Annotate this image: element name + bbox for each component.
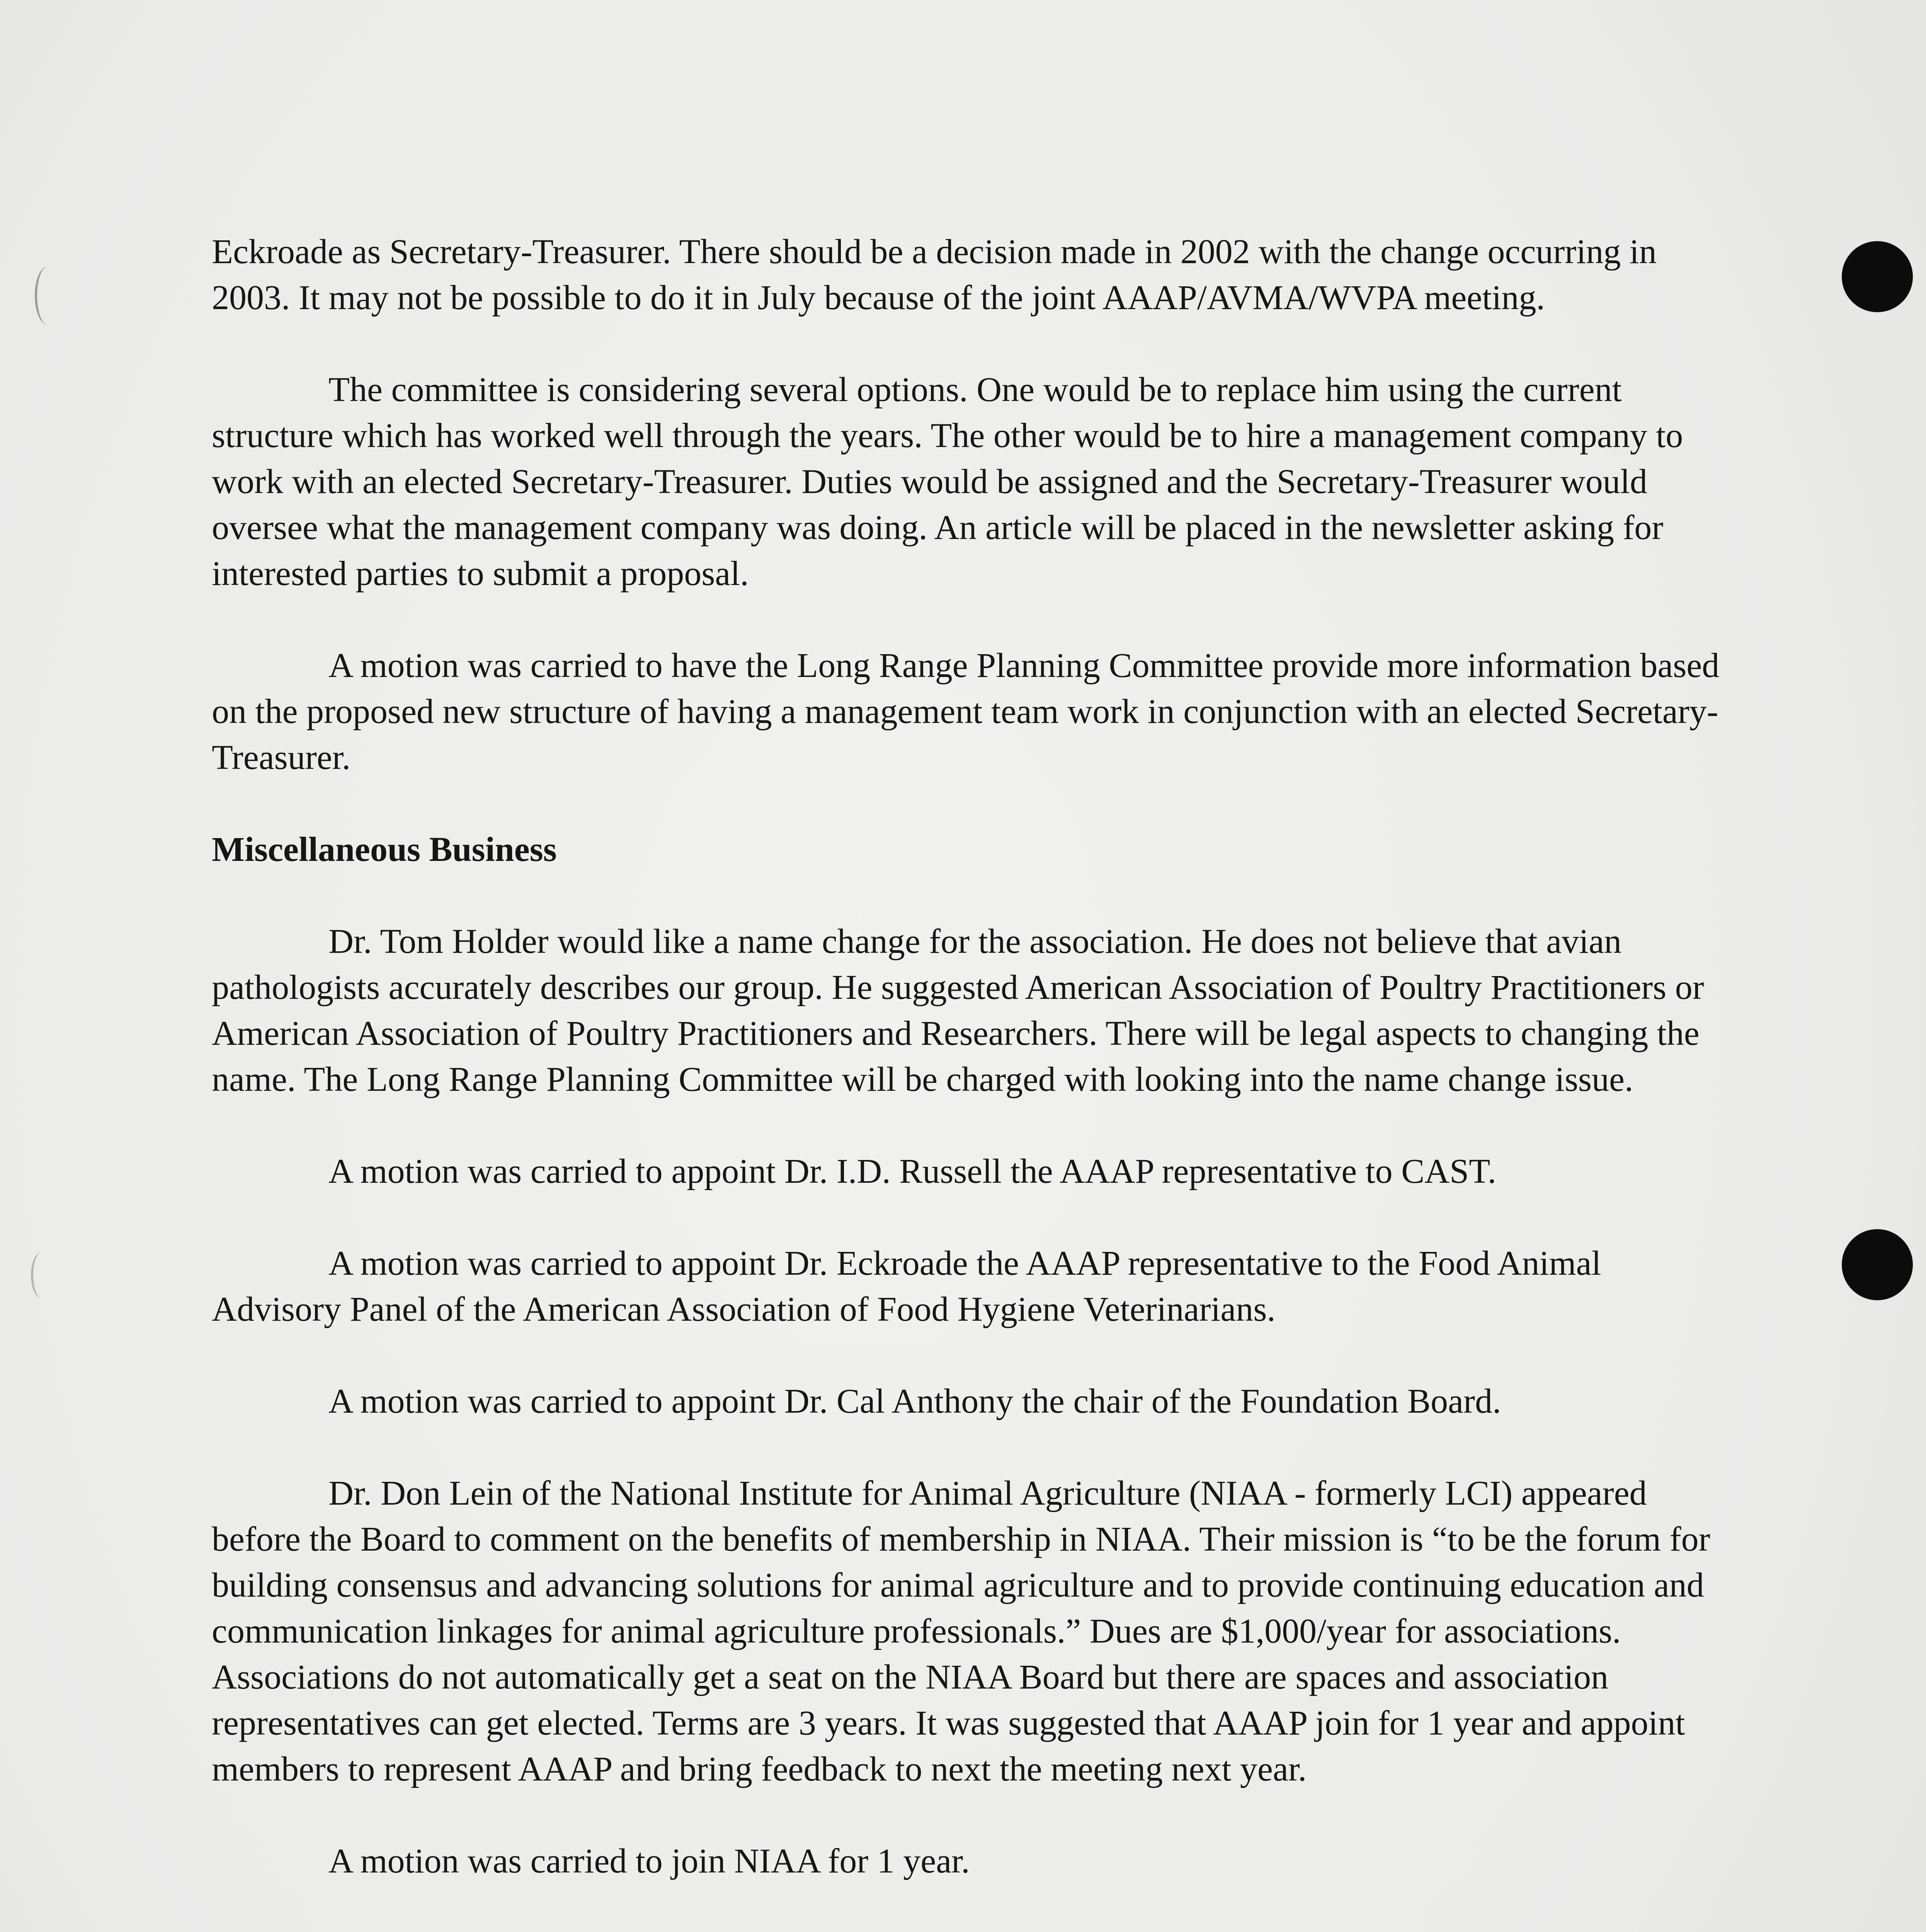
paragraph-food-animal-motion: A motion was carried to appoint Dr. Eckroade the AAAP representative to the Food Animal Advisory Panel of the American Association of Food Hygiene Veterinarians.: [212, 1244, 1601, 1328]
paragraph-representative: [212, 1930, 1730, 1932]
paragraph-name-change: Dr. Tom Holder would like a name change for the association. He does not believe that avian pathologists accurately describes our group. He suggested American Association of Poultry Practitioners or American Association of Poultry Practitioners and Researchers. There will be legal aspects to changing the name. The Long Range Planning Committee will be charged with looking into the name change issue.: [212, 922, 1704, 1099]
punch-hole-middle: [1842, 1229, 1913, 1300]
section-heading-miscellaneous: Miscellaneous Business: [212, 830, 557, 869]
paragraph-long-range-motion: A motion was carried to have the Long Range Planning Committee provide more information based on the proposed new structure of having a management team work in conjunction with an elected Secretary-Treasurer.: [212, 646, 1720, 777]
paragraph-eckroade-continuation: Eckroade as Secretary-Treasurer. There should be a decision made in 2002 with the change occurring in 2003. It may not be possible to do it in July because of the joint AAAP/AVMA/WVPA meeting.: [212, 233, 1657, 317]
margin-mark-middle: [31, 1252, 53, 1298]
paragraph-committee-options: The committee is considering several options. One would be to replace him using the current structure which has worked well through the years. The other would be to hire a management company to work with an elected Secretary-Treasurer. Duties would be assigned and the Secretary-Treasurer would oversee what the management company was doing. An article will be placed in the newsletter asking for interested parties to submit a proposal.: [212, 371, 1683, 593]
paragraph-cast-motion: A motion was carried to appoint Dr. I.D. Russell the AAAP representative to CAST.: [328, 1152, 1497, 1190]
paragraph-niaa: Dr. Don Lein of the National Institute for Animal Agriculture (NIAA - formerly LCI) appeared before the Board to comment on the benefits of membership in NIAA. Their mission is “to be the forum for building consensus and advancing solutions for animal agriculture and to provide continuing education and communication linkages for animal agriculture professionals.” Dues are $1,000/year for associations. Associations do not automatically get a seat on the NIAA Board but there are spaces and association representatives can get elected. Terms are 3 years. It was suggested that AAAP join for 1 year and appoint members to represent AAAP and bring feedback to next the meeting next year.: [212, 1474, 1710, 1788]
paragraph-join-niaa-motion: A motion was carried to join NIAA for 1 year.: [328, 1842, 970, 1880]
margin-mark-top: [35, 267, 60, 325]
document-body: [212, 229, 1730, 1932]
paragraph-foundation-board-motion: A motion was carried to appoint Dr. Cal Anthony the chair of the Foundation Board.: [328, 1382, 1501, 1420]
punch-hole-top: [1842, 241, 1913, 312]
